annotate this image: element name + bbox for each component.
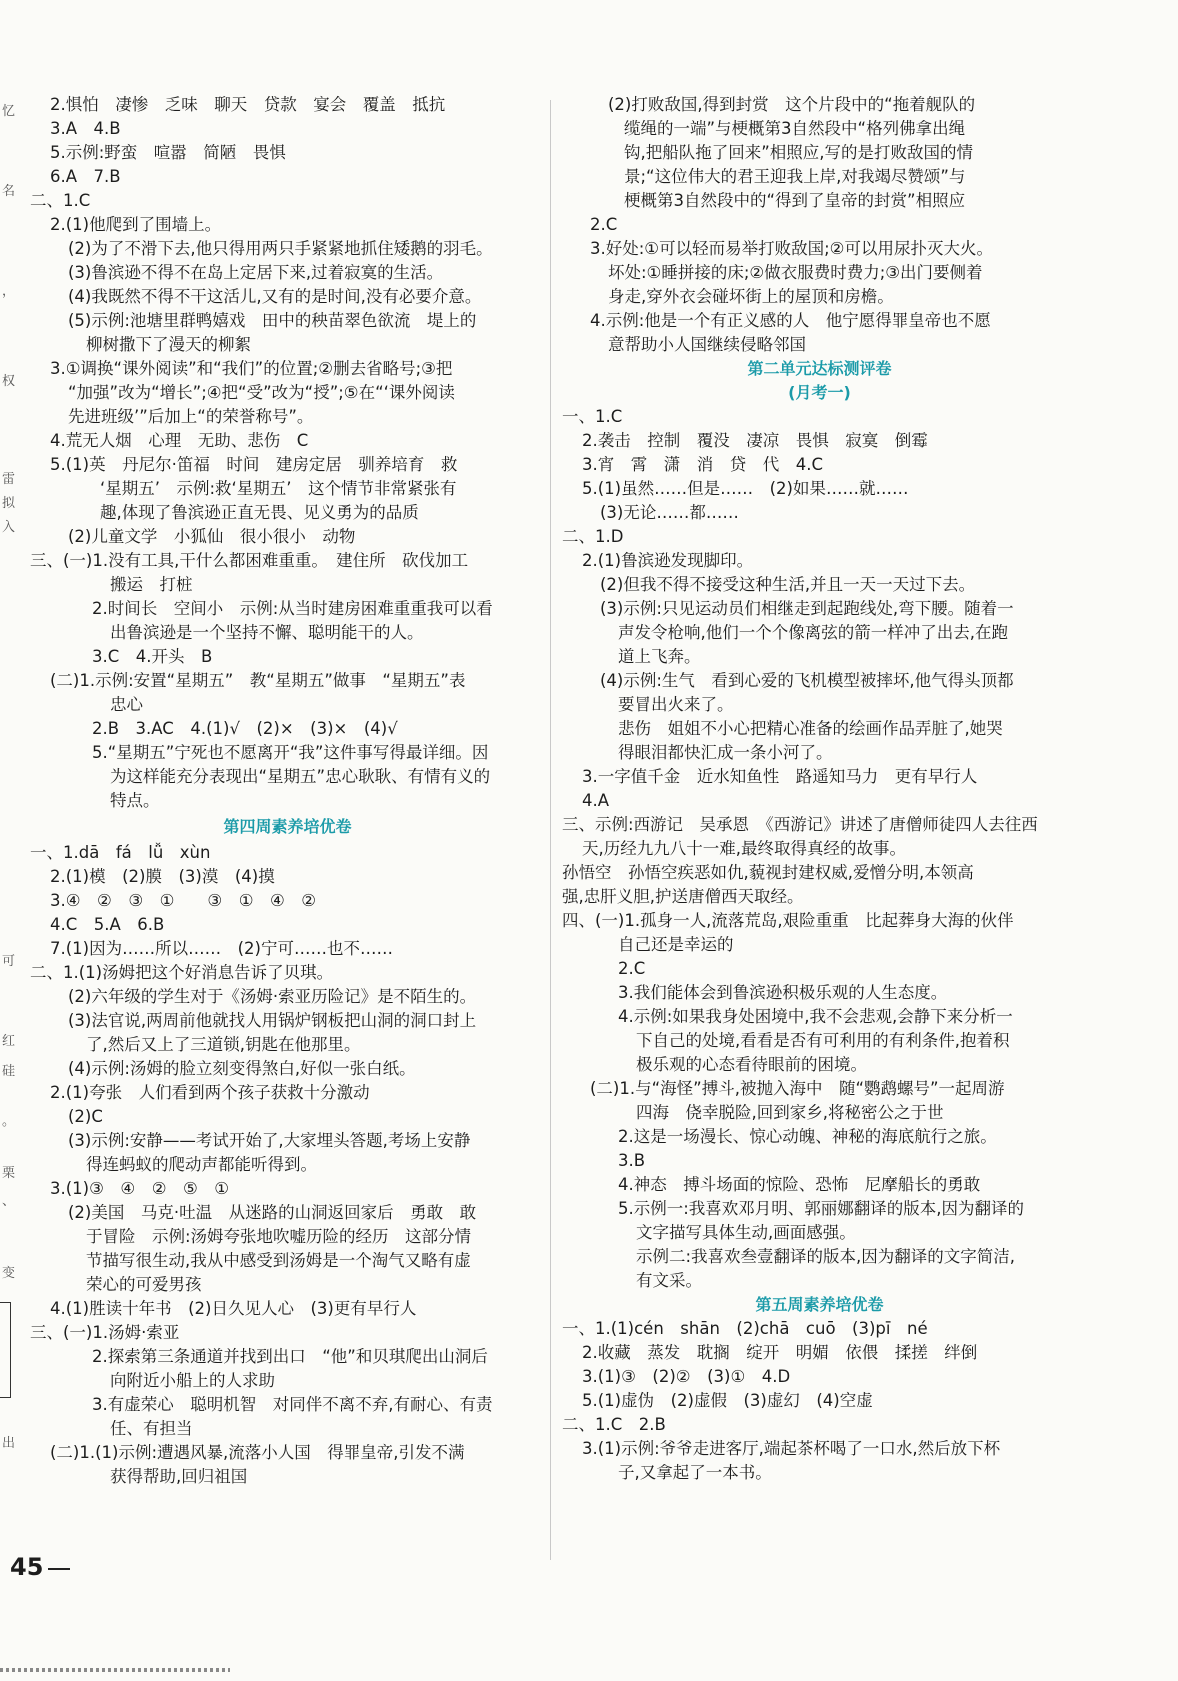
answer-line: 2.收藏 蒸发 耽搁 绽开 明媚 依偎 揉搓 绊倒: [582, 1343, 978, 1362]
answer-line: 一、1.C: [562, 407, 623, 426]
answer-line: (2)为了不滑下去,他只得用两只手紧紧地抓住矮鹅的羽毛。: [68, 239, 493, 258]
edge-fragment: 权: [2, 374, 16, 389]
answer-line: 任、有担当: [110, 1419, 193, 1438]
answer-line: 荣心的可爱男孩: [86, 1275, 202, 1294]
answer-line: 子,又拿起了一本书。: [618, 1463, 772, 1482]
answer-line: 三、(一)1.汤姆·索亚: [30, 1323, 180, 1342]
answer-line: 3.有虚荣心 聪明机智 对同伴不离不弃,有耐心、有责: [92, 1395, 493, 1414]
answer-line: 2.(1)鲁滨逊发现脚印。: [582, 551, 754, 570]
answer-line: 特点。: [110, 791, 160, 810]
edge-fragment: 红: [2, 1034, 16, 1049]
answer-line: 钩,把船队拖了回来”相照应,写的是打败敌国的情: [624, 143, 974, 162]
answer-line: 4.示例:他是一个有正义感的人 他宁愿得罪皇帝也不愿: [590, 311, 991, 330]
answer-line: 搬运 打桩: [110, 575, 193, 594]
answer-line: 先进班级’”后加上“的荣誉称号”。: [68, 407, 314, 426]
answer-line: 5.(1)英 丹尼尔·笛福 时间 建房定居 驯养培育 救: [50, 455, 458, 474]
answer-line: 忠心: [110, 695, 143, 714]
answer-line: 向附近小船上的人求助: [110, 1371, 275, 1390]
answer-line: 3.宵 霄 潇 消 贷 代 4.C: [582, 455, 824, 474]
answer-line: 7.(1)因为……所以…… (2)宁可……也不……: [50, 939, 393, 958]
answer-line: 4.荒无人烟 心理 无助、悲伤 C: [50, 431, 309, 450]
answer-line: 2.袭击 控制 覆没 凄凉 畏惧 寂寞 倒霉: [582, 431, 928, 450]
answer-line: 2.探索第三条通道并找到出口 “他”和贝琪爬出山洞后: [92, 1347, 488, 1366]
page-number: 45: [10, 1553, 44, 1581]
answer-line: 一、1.dā fá lǚ xùn: [30, 843, 211, 862]
answer-line: (4)示例:生气 看到心爱的飞机模型被摔坏,他气得头顶都: [600, 671, 1014, 690]
answer-line: 5.示例:野蛮 喧嚣 简陋 畏惧: [50, 143, 286, 162]
answer-line: 2.C: [590, 215, 618, 234]
answer-line: 于冒险 示例:汤姆夸张地吹嘘历险的经历 这部分情: [86, 1227, 472, 1246]
answer-line: 5.“星期五”宁死也不愿离开“我”这件事写得最详细。因: [92, 743, 489, 762]
answer-line: 有文采。: [636, 1271, 702, 1290]
answer-line: 二、1.D: [562, 527, 624, 546]
answer-line: 为这样能充分表现出“星期五”忠心耿耿、有情有义的: [110, 767, 491, 786]
answer-line: 自己还是幸运的: [618, 935, 734, 954]
column-divider: [550, 100, 551, 1560]
answer-line: 天,历经九九八十一难,最终取得真经的故事。: [582, 839, 906, 858]
answer-line: 5.(1)虽然……但是…… (2)如果……就……: [582, 479, 909, 498]
answer-line: 文字描写具体生动,画面感强。: [636, 1223, 856, 1242]
edge-fragment: 硅: [2, 1064, 16, 1079]
answer-line: 3.我们能体会到鲁滨逊积极乐观的人生态度。: [618, 983, 948, 1002]
edge-fragment: 可: [2, 954, 16, 969]
answer-line: (2)C: [68, 1107, 103, 1126]
section-heading: 第五周素养培优卷: [755, 1295, 884, 1314]
answer-line: (二)1.与“海怪”搏斗,被抛入海中 随“鹦鹉螺号”一起周游: [590, 1079, 1005, 1098]
answer-line: 二、1.C 2.B: [562, 1415, 666, 1434]
edge-fragment: 名: [2, 184, 16, 199]
section-subheading: (月考一): [788, 383, 851, 402]
answer-line: (2)美国 马克·吐温 从迷路的山洞返回家后 勇敢 敢: [68, 1203, 477, 1222]
left-edge-fragments: [0, 0, 14, 1681]
edge-fragment: 、: [2, 1194, 16, 1209]
answer-line: 坏处:①睡拼接的床;②做衣服费时费力;③出门要侧着: [608, 263, 983, 282]
answer-line: (3)示例:安静——考试开始了,大家埋头答题,考场上安静: [68, 1131, 471, 1150]
answer-line: 2.时间长 空间小 示例:从当时建房困难重重我可以看: [92, 599, 493, 618]
edge-fragment: 忆: [2, 104, 16, 119]
answer-line: 二、1.C: [30, 191, 91, 210]
answer-line: 得眼泪都快汇成一条小河了。: [618, 743, 833, 762]
answer-line: 2.这是一场漫长、惊心动魄、神秘的海底航行之旅。: [618, 1127, 997, 1146]
edge-fragment: ，: [2, 284, 16, 299]
answer-line: 5.(1)虚伪 (2)虚假 (3)虚幻 (4)空虚: [582, 1391, 873, 1410]
answer-line: 3.C 4.开头 B: [92, 647, 213, 666]
answer-line: 三、示例:西游记 吴承恩 《西游记》讲述了唐僧师徒四人去往西: [562, 815, 1038, 834]
answer-line: 获得帮助,回归祖国: [110, 1467, 248, 1486]
answer-line: 悲伤 姐姐不小心把精心准备的绘画作品弄脏了,她哭: [618, 719, 1003, 738]
answer-line: 梗概第3自然段中的“得到了皇帝的封赏”相照应: [624, 191, 966, 210]
answer-line: (2)打败敌国,得到封赏 这个片段中的“拖着舰队的: [608, 95, 976, 114]
answer-line: 强,忠肝义胆,护送唐僧西天取经。: [562, 887, 804, 906]
answer-line: 景;“这位伟大的君王迎我上岸,对我竭尽赞颂”与: [624, 167, 966, 186]
answer-line: (4)示例:汤姆的脸立刻变得煞白,好似一张白纸。: [68, 1059, 416, 1078]
answer-line: 2.惧怕 凄惨 乏味 聊天 贷款 宴会 覆盖 抵抗: [50, 95, 446, 114]
edge-fragment: 栗: [2, 1166, 16, 1181]
answer-line: (二)1.示例:安置“星期五” 教“星期五”做事 “星期五”表: [50, 671, 466, 690]
answer-line: (3)示例:只见运动员们相继走到起跑线处,弯下腰。随着一: [600, 599, 1014, 618]
edge-fragment: 出: [2, 1436, 16, 1451]
answer-line: 一、1.(1)cén shān (2)chā cuō (3)pī né: [562, 1319, 928, 1338]
answer-line: 下自己的处境,看看是否有可利用的有利条件,抱着积: [636, 1031, 1010, 1050]
answer-line: 得连蚂蚁的爬动声都能听得到。: [86, 1155, 317, 1174]
edge-box: [0, 1302, 11, 1398]
answer-line: 柳树撒下了漫天的柳絮: [86, 335, 251, 354]
answer-line: 2.(1)模 (2)膜 (3)漠 (4)摸: [50, 867, 275, 886]
edge-fragment: 雷: [2, 472, 16, 487]
answer-line: 出鲁滨逊是一个坚持不懈、聪明能干的人。: [110, 623, 424, 642]
answer-line: 2.(1)他爬到了围墙上。: [50, 215, 222, 234]
answer-line: 示例二:我喜欢叁壹翻译的版本,因为翻译的文字简洁,: [636, 1247, 1016, 1266]
answer-line: 3.①调换“课外阅读”和“我们”的位置;②删去省略号;③把: [50, 359, 453, 378]
edge-fragment: 。: [2, 1114, 16, 1129]
answer-line: 3.B: [618, 1151, 646, 1170]
answer-line: (二)1.(1)示例:遭遇风暴,流落小人国 得罪皇帝,引发不满: [50, 1443, 465, 1462]
answer-line: 4.神态 搏斗场面的惊险、恐怖 尼摩船长的勇敢: [618, 1175, 981, 1194]
answer-line: 孙悟空 孙悟空疾恶如仇,藐视封建权威,爱憎分明,本领高: [562, 863, 974, 882]
edge-fragment: 入: [2, 520, 16, 535]
answer-line: (4)我既然不得不干这活儿,又有的是时间,没有必要介意。: [68, 287, 482, 306]
answer-line: 4.(1)胜读十年书 (2)日久见人心 (3)更有早行人: [50, 1299, 417, 1318]
answer-line: 3.一字值千金 近水知鱼性 路遥知马力 更有早行人: [582, 767, 978, 786]
answer-line: 4.C 5.A 6.B: [50, 915, 165, 934]
answer-line: 3.好处:①可以轻而易举打败敌国;②可以用尿扑灭大火。: [590, 239, 993, 258]
edge-fragment: 拟: [2, 496, 16, 511]
page-number-dash: [48, 1568, 70, 1570]
answer-line: 3.(1)③ ④ ② ⑤ ①: [50, 1179, 230, 1198]
answer-line: 道上飞奔。: [618, 647, 701, 666]
answer-line: “加强”改为“增长”;④把“受”改为“授”;⑤在“‘课外阅读: [68, 383, 455, 402]
answer-line: (3)法官说,两周前他就找人用锅炉钢板把山洞的洞口封上: [68, 1011, 477, 1030]
answer-line: 四海 侥幸脱险,回到家乡,将秘密公之于世: [636, 1103, 944, 1122]
answer-line: 4.A: [582, 791, 610, 810]
answer-line: 了,然后又上了三道锁,钥匙在他那里。: [86, 1035, 361, 1054]
answer-line: 身走,穿外衣会碰坏街上的屋顶和房檐。: [608, 287, 894, 306]
answer-line: 4.示例:如果我身处困境中,我不会悲观,会静下来分析一: [618, 1007, 1013, 1026]
answer-line: (5)示例:池塘里群鸭嬉戏 田中的秧苗翠色欲流 堤上的: [68, 311, 477, 330]
section-heading: 第二单元达标测评卷: [747, 359, 892, 378]
answer-line: ‘星期五’ 示例:救‘星期五’ 这个情节非常紧张有: [100, 479, 457, 498]
answer-line: 节描写很生动,我从中感受到汤姆是一个淘气又略有虚: [86, 1251, 471, 1270]
answer-line: 3.(1)示例:爷爷走进客厅,端起茶杯喝了一口水,然后放下杯: [582, 1439, 1001, 1458]
answer-line: 3.A 4.B: [50, 119, 121, 138]
answer-line: 3.④ ② ③ ① ③ ① ④ ②: [50, 891, 317, 910]
answer-line: (2)六年级的学生对于《汤姆·索亚历险记》是不陌生的。: [68, 987, 477, 1006]
answer-line: (3)无论……都……: [600, 503, 739, 522]
answer-line: 6.A 7.B: [50, 167, 121, 186]
answer-line: 3.(1)③ (2)② (3)① 4.D: [582, 1367, 791, 1386]
answer-line: 声发令枪响,他们一个个像离弦的箭一样冲了出去,在跑: [618, 623, 1008, 642]
answer-line: 意帮助小人国继续侵略邻国: [608, 335, 806, 354]
answer-line: 2.B 3.AC 4.(1)√ (2)× (3)× (4)√: [92, 719, 398, 738]
bottom-dotted-bar: [0, 1668, 230, 1672]
answer-line: 2.C: [618, 959, 646, 978]
answer-line: (2)儿童文学 小狐仙 很小很小 动物: [68, 527, 356, 546]
answer-line: (2)但我不得不接受这种生活,并且一天一天过下去。: [600, 575, 976, 594]
answer-line: 5.示例一:我喜欢邓月明、郭丽娜翻译的版本,因为翻译的: [618, 1199, 1025, 1218]
answer-line: 二、1.(1)汤姆把这个好消息告诉了贝琪。: [30, 963, 334, 982]
answer-line: 2.(1)夸张 人们看到两个孩子获救十分激动: [50, 1083, 370, 1102]
edge-fragment: 变: [2, 1266, 16, 1281]
answer-line: 极乐观的心态看待眼前的困境。: [636, 1055, 867, 1074]
answer-line: (3)鲁滨逊不得不在岛上定居下来,过着寂寞的生活。: [68, 263, 444, 282]
answer-line: 四、(一)1.孤身一人,流落荒岛,艰险重重 比起葬身大海的伙伴: [562, 911, 1014, 930]
answer-line: 趣,体现了鲁滨逊正直无畏、见义勇为的品质: [100, 503, 419, 522]
answer-line: 缆绳的一端”与梗概第3自然段中“格列佛拿出绳: [624, 119, 966, 138]
answer-line: 三、(一)1.没有工具,干什么都困难重重。 建住所 砍伐加工: [30, 551, 469, 570]
section-heading: 第四周素养培优卷: [223, 817, 352, 836]
answer-line: 要冒出火来了。: [618, 695, 734, 714]
